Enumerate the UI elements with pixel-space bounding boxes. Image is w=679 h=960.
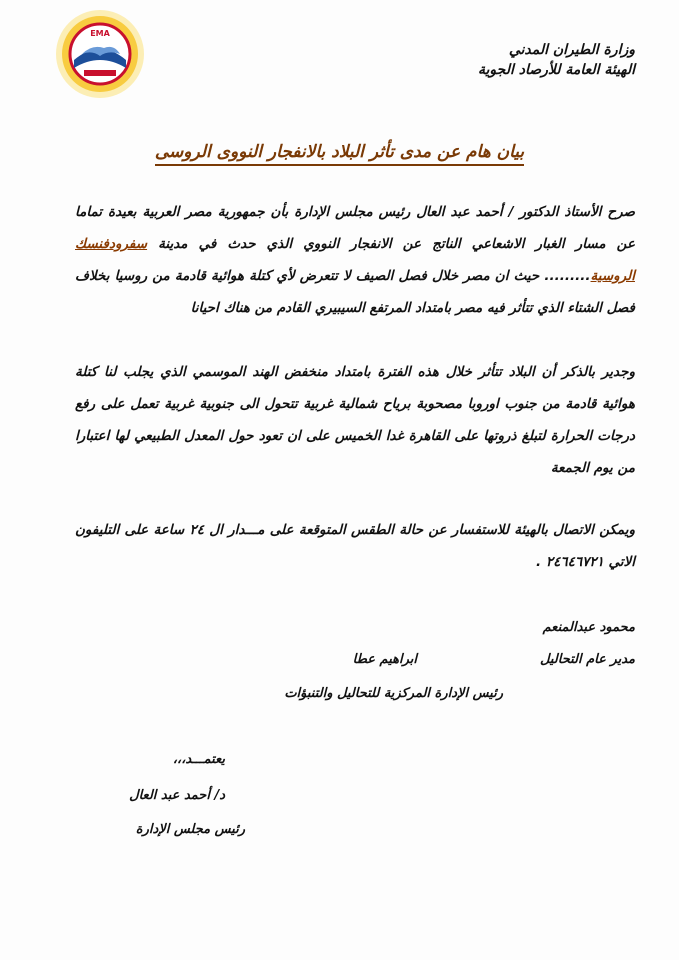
header-block (478, 40, 635, 80)
signatory-role-2: رئيس الإدارة المركزية للتحاليل والتنبؤات (284, 686, 503, 701)
logo-text: EMA (90, 29, 110, 38)
p1-text-before: صرح الأستاذ الدكتور / أحمد عبد العال رئيس مجلس الإدارة بأن جمهورية مصر العربية بعيدة تماما عن مسار الغبار الاشعاعي الناتج عن الانفجار النووي الذي حدث في مدينة (75, 204, 635, 252)
meteorological-authority-logo (52, 8, 148, 100)
chairman-name: د/ أحمد عبد العال (129, 788, 225, 803)
paragraph-3: ويمكن الاتصال بالهيئة للاستفسار عن حالة الطقس المتوقعة على مـــدار ال ٢٤ ساعة على التليفون الاتي ٢٤٦٤٦٧٢١ . (75, 522, 636, 570)
signatory-name-1: محمود عبدالمنعم (542, 620, 635, 635)
authority-name: الهيئة العامة للأرصاد الجوية (478, 62, 635, 78)
paragraph-2: وجدير بالذكر أن البلاد تتأثر خلال هذه الفترة بامتداد منخفض الهند الموسمي الذي يجلب لنا كتلة هوائية قادمة من جنوب اوروبا مصحوبة برياح شمالية غربية تتحول الى جنوبية غربية تعمل على رفع درجات الحرارة لتبلغ ذروتها على القاهرة غدا الخميس على ان تعود حول المعدل الطبيعي لها اعتبارا من يوم الجمعة (75, 364, 635, 476)
city-highlight: سفرودفنسك الروسية (75, 236, 635, 284)
document-title (60, 142, 619, 162)
paragraph-1 (75, 196, 635, 324)
signatory-name-2: ابراهيم عطا (352, 652, 417, 667)
p1-text-after: ......... حيث ان مصر خلال فصل الصيف لا تتعرض لأي كتلة هوائية قادمة من روسيا بخلاف فصل الشتاء الذي تتأثر فيه مصر بامتداد المرتفع السيبيري القادم من هناك احيانا (75, 268, 635, 316)
chairman-title: رئيس مجلس الإدارة (135, 822, 245, 837)
logo-band (84, 70, 116, 76)
approval-label: يعتمـــد،،، (172, 752, 225, 767)
signatory-role-1: مدير عام التحاليل (540, 652, 635, 667)
title-text: بيان هام عن مدى تأثر البلاد بالانفجار النووى الروسى (155, 142, 524, 166)
ministry-name: وزارة الطيران المدني (508, 42, 635, 58)
